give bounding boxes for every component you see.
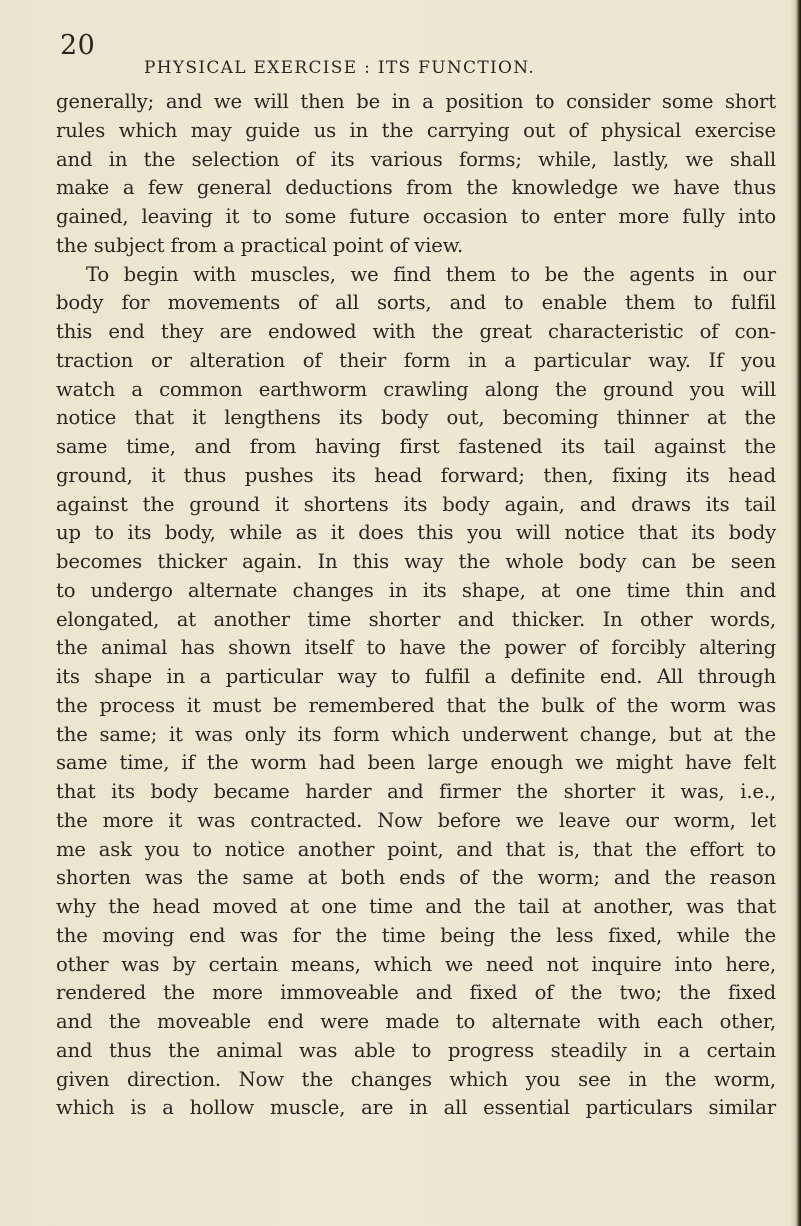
text-line: rendered the more immoveable and fixed of the two; the fixed	[56, 981, 776, 1005]
text-line: other was by certain means, which we need not inquire into here,	[56, 952, 776, 976]
text-line: traction or alteration of their form in a particular way. If you	[56, 348, 776, 372]
text-line: shorten was the same at both ends of the worm; and the reason	[56, 866, 776, 890]
text-line: gained, leaving it to some future occasion to enter more fully into	[56, 205, 776, 228]
text-line: ground, it thus pushes its head forward; then, fixing its head	[56, 463, 776, 487]
text-line: body for movements of all sorts, and to enable them to fulfil	[56, 291, 776, 315]
text-line: up to its body, while as it does this you will notice that its body	[56, 521, 776, 545]
text-line: which is a hollow muscle, are in all essential particulars similar	[56, 1096, 776, 1120]
page-edge-shadow	[791, 0, 801, 1226]
text-line: rules which may guide us in the carrying out of physical exercise	[56, 118, 776, 142]
text-line: To begin with muscles, we find them to be the agents in our	[86, 262, 776, 286]
text-line: that its body became harder and firmer the shorter it was, i.e.,	[56, 780, 776, 803]
text-line: generally; and we will then be in a position to consider some short	[56, 90, 776, 113]
text-line: same time, if the worm had been large enough we might have felt	[56, 751, 776, 775]
text-line: the process it must be remembered that the bulk of the worm was	[56, 693, 776, 717]
text-line: the more it was contracted. Now before we leave our worm, let	[56, 808, 776, 832]
text-line: elongated, at another time shorter and thicker. In other words,	[56, 607, 776, 631]
text-line: against the ground it shortens its body again, and draws its tail	[56, 492, 776, 516]
text-line: watch a common earthworm crawling along the ground you will	[56, 377, 776, 401]
text-line: the same; it was only its form which underwent change, but at the	[56, 722, 776, 746]
text-line: notice that it lengthens its body out, becoming thinner at the	[56, 406, 776, 430]
text-line: make a few general deductions from the knowledge we have thus	[56, 176, 776, 200]
text-line: becomes thicker again. In this way the whole body can be seen	[56, 550, 776, 573]
text-line: same time, and from having first fastened its tail against the	[56, 435, 776, 458]
body-text	[56, 88, 776, 1123]
running-head: PHYSICAL EXERCISE : ITS FUNCTION.	[144, 58, 536, 78]
text-line: the moving end was for the time being the less fixed, while the	[56, 923, 776, 947]
text-line: and the moveable end were made to alternate with each other,	[56, 1010, 776, 1033]
page-number: 20	[60, 30, 96, 61]
text-line: this end they are endowed with the great characteristic of con-	[56, 320, 776, 343]
text-line: the subject from a practical point of view.	[56, 233, 464, 257]
text-line: the animal has shown itself to have the power of forcibly altering	[56, 636, 776, 660]
text-line: me ask you to notice another point, and that is, that the effort to	[56, 837, 776, 861]
text-line: why the head moved at one time and the tail at another, was that	[56, 895, 776, 918]
text-line: and thus the animal was able to progress steadily in a certain	[56, 1038, 776, 1062]
text-line: to undergo alternate changes in its shape, at one time thin and	[56, 578, 776, 602]
text-line: its shape in a particular way to fulfil a definite end. All through	[56, 665, 776, 688]
text-line: given direction. Now the changes which you see in the worm,	[56, 1067, 776, 1091]
text-line: and in the selection of its various forms; while, lastly, we shall	[56, 147, 776, 171]
